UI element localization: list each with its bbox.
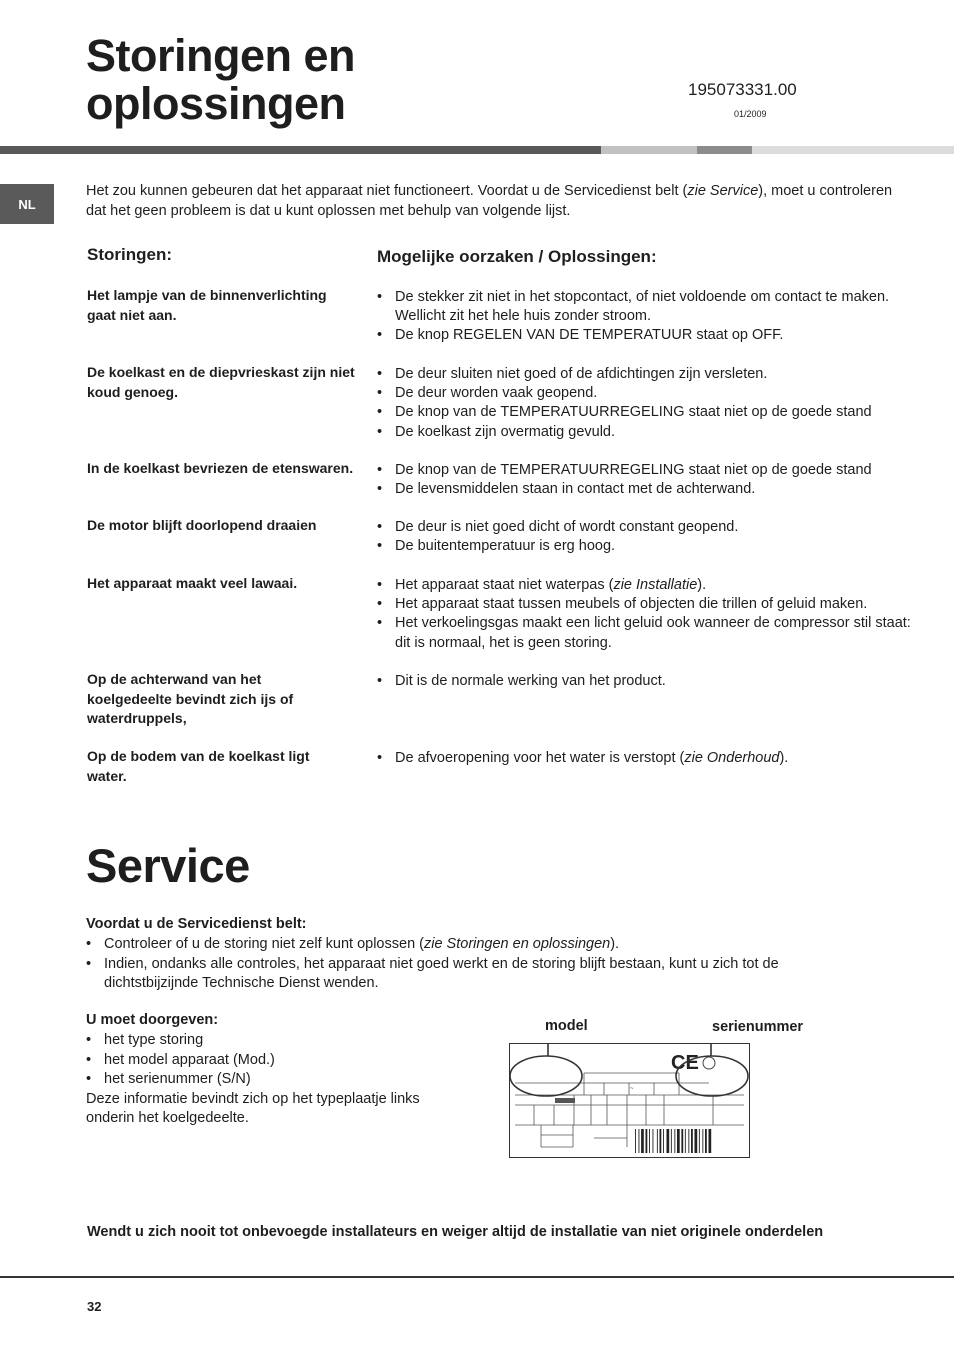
- provide-item: • het model apparaat (Mod.): [86, 1051, 466, 1071]
- fault-solutions: [377, 672, 917, 691]
- barcode-bar: [641, 1129, 644, 1153]
- intro-link-service: zie Service: [687, 183, 759, 199]
- header-bar-mid: [697, 146, 752, 154]
- before-call-list: [86, 935, 866, 994]
- fault-solutions: [377, 365, 917, 442]
- barcode-bar: [699, 1129, 700, 1153]
- solution-item: • De deur worden vaak geopend.: [377, 384, 917, 403]
- solution-item: [377, 749, 917, 768]
- provide-label: U moet doorgeven:: [86, 1012, 219, 1028]
- barcode-bar: [646, 1129, 648, 1153]
- solution-item: • De levensmiddelen staan in contact met de achterwand.: [377, 480, 917, 499]
- document-date: 01/2009: [734, 109, 767, 119]
- before-call-item: [86, 935, 866, 955]
- page-title-line2: oplossingen: [86, 78, 346, 129]
- fault-solutions: [377, 288, 917, 346]
- solution-item: • De knop van de TEMPERATUURREGELING staat niet op de goede stand: [377, 403, 917, 422]
- barcode-bar: [685, 1129, 686, 1153]
- intro-text-b: ), moet u controleren dat het geen probleem is dat u kunt oplossen met behulp van volgende lijst.: [86, 183, 893, 219]
- intro-text-a: Het zou kunnen gebeuren dat het apparaat niet functioneert. Voordat u de Servicedienst belt (: [86, 183, 688, 199]
- barcode-bar: [657, 1129, 658, 1153]
- fault-problem: Op de achterwand van het koelgedeelte bevindt zich ijs of waterdruppels,: [87, 671, 294, 726]
- barcode-bar: [663, 1129, 664, 1153]
- barcode-bar: [674, 1129, 675, 1153]
- language-tab: NL: [0, 184, 54, 224]
- barcode-bar: [649, 1129, 650, 1153]
- barcode-bar: [705, 1129, 707, 1153]
- rating-plate-marker: [555, 1098, 575, 1103]
- before-call-text-a: Controleer of u de storing niet zelf kunt oplossen (: [104, 936, 424, 952]
- fault-solutions: [377, 749, 917, 768]
- before-call-text-b: ).: [610, 936, 620, 952]
- barcode-bar: [635, 1129, 636, 1153]
- solution-item: [377, 576, 917, 595]
- solution-text-a: De afvoeropening voor het water is verstopt (: [395, 750, 685, 766]
- fault-problem: Het apparaat maakt veel lawaai.: [87, 575, 298, 591]
- footer-rule: [0, 1276, 954, 1278]
- header-bar-light: [601, 146, 697, 154]
- before-call-link: zie Storingen en oplossingen: [423, 936, 611, 952]
- solution-text-b: ).: [697, 577, 707, 593]
- service-title: Service: [86, 839, 250, 892]
- barcode-bar: [702, 1129, 703, 1153]
- solution-item: • De stekker zit niet in het stopcontact, of niet voldoende om contact te maken. Wellicht zit het hele huis zonder stroom.: [377, 288, 917, 326]
- header-bar-dark: [0, 146, 601, 154]
- solution-link-onderhoud: zie Onderhoud: [684, 750, 780, 766]
- ce-mark-icon: CE: [671, 1052, 699, 1074]
- solution-item: • De knop REGELEN VAN DE TEMPERATUUR staat op OFF.: [377, 326, 917, 345]
- solution-item: • Het verkoelingsgas maakt een licht geluid ook wanneer de compressor stil staat: dit is normaal, het is geen storing.: [377, 614, 917, 652]
- before-call-item: • Indien, ondanks alle controles, het apparaat niet goed werkt en de storing blijft bestaan, kunt u zich tot de dichtstbijzijnde Technische Dienst wenden.: [86, 955, 866, 994]
- barcode-bar: [677, 1129, 680, 1153]
- solution-item: • Dit is de normale werking van het product.: [377, 672, 917, 691]
- barcode-bar: [709, 1129, 712, 1153]
- barcode-bar: [691, 1129, 693, 1153]
- fault-problem: Het lampje van de binnenverlichting gaat niet aan.: [87, 287, 327, 323]
- page-title: [86, 32, 606, 128]
- barcode-bar: [688, 1129, 689, 1153]
- provide-list: [86, 1031, 466, 1129]
- solution-text-a: Het apparaat staat niet waterpas (: [395, 577, 614, 593]
- barcode-bar: [667, 1129, 670, 1153]
- barcode-bar: [639, 1129, 640, 1153]
- page-title-line1: Storingen en: [86, 30, 356, 81]
- solution-text-b: ).: [779, 750, 789, 766]
- plate-label-model: model: [545, 1018, 588, 1034]
- barcode-bar: [653, 1129, 654, 1153]
- rating-plate-border: [510, 1044, 750, 1158]
- fault-solutions: [377, 518, 917, 556]
- fault-problem: De koelkast en de diepvrieskast zijn niet koud genoeg.: [87, 364, 355, 400]
- solution-item: • De buitentemperatuur is erg hoog.: [377, 537, 917, 556]
- header-bar-pale: [752, 146, 954, 154]
- solution-item: • De deur sluiten niet goed of de afdichtingen zijn versleten.: [377, 365, 917, 384]
- page-number: 32: [87, 1299, 102, 1314]
- fault-problem: Op de bodem van de koelkast ligt water.: [87, 748, 310, 784]
- fault-solutions: [377, 461, 917, 499]
- installer-warning: Wendt u zich nooit tot onbevoegde installateurs en weiger altijd de installatie van niet originele onderdelen: [87, 1224, 824, 1240]
- barcode-bar: [695, 1129, 698, 1153]
- plate-label-serial: serienummer: [712, 1019, 804, 1035]
- barcode-bar: [660, 1129, 662, 1153]
- solution-item: • De koelkast zijn overmatig gevuld.: [377, 423, 917, 442]
- barcode-bar: [671, 1129, 672, 1153]
- fault-solutions: [377, 576, 917, 653]
- provide-item: • het serienummer (S/N): [86, 1070, 466, 1090]
- solution-item: • De knop van de TEMPERATUURREGELING staat niet op de goede stand: [377, 461, 917, 480]
- solution-link-installatie: zie Installatie: [613, 577, 698, 593]
- provide-note: Deze informatie bevindt zich op het typeplaatje links onderin het koelgedeelte.: [86, 1090, 420, 1126]
- rating-plate-illustration: [509, 1043, 750, 1159]
- fault-problem: De motor blijft doorlopend draaien: [87, 517, 317, 533]
- intro-text: [86, 182, 896, 221]
- solution-item: • Het apparaat staat tussen meubels of objecten die trillen of geluid maken.: [377, 595, 917, 614]
- rating-plate-symbol: ~: [630, 1086, 634, 1092]
- provide-item: • het type storing: [86, 1031, 466, 1051]
- document-number: 195073331.00: [688, 80, 797, 99]
- solutions-heading: Mogelijke oorzaken / Oplossingen:: [377, 247, 657, 266]
- solution-item: • De deur is niet goed dicht of wordt constant geopend.: [377, 518, 917, 537]
- before-call-label: Voordat u de Servicedienst belt:: [86, 916, 307, 932]
- barcode-bar: [681, 1129, 683, 1153]
- fault-problem: In de koelkast bevriezen de etenswaren.: [87, 460, 354, 476]
- problems-heading: Storingen:: [87, 245, 172, 264]
